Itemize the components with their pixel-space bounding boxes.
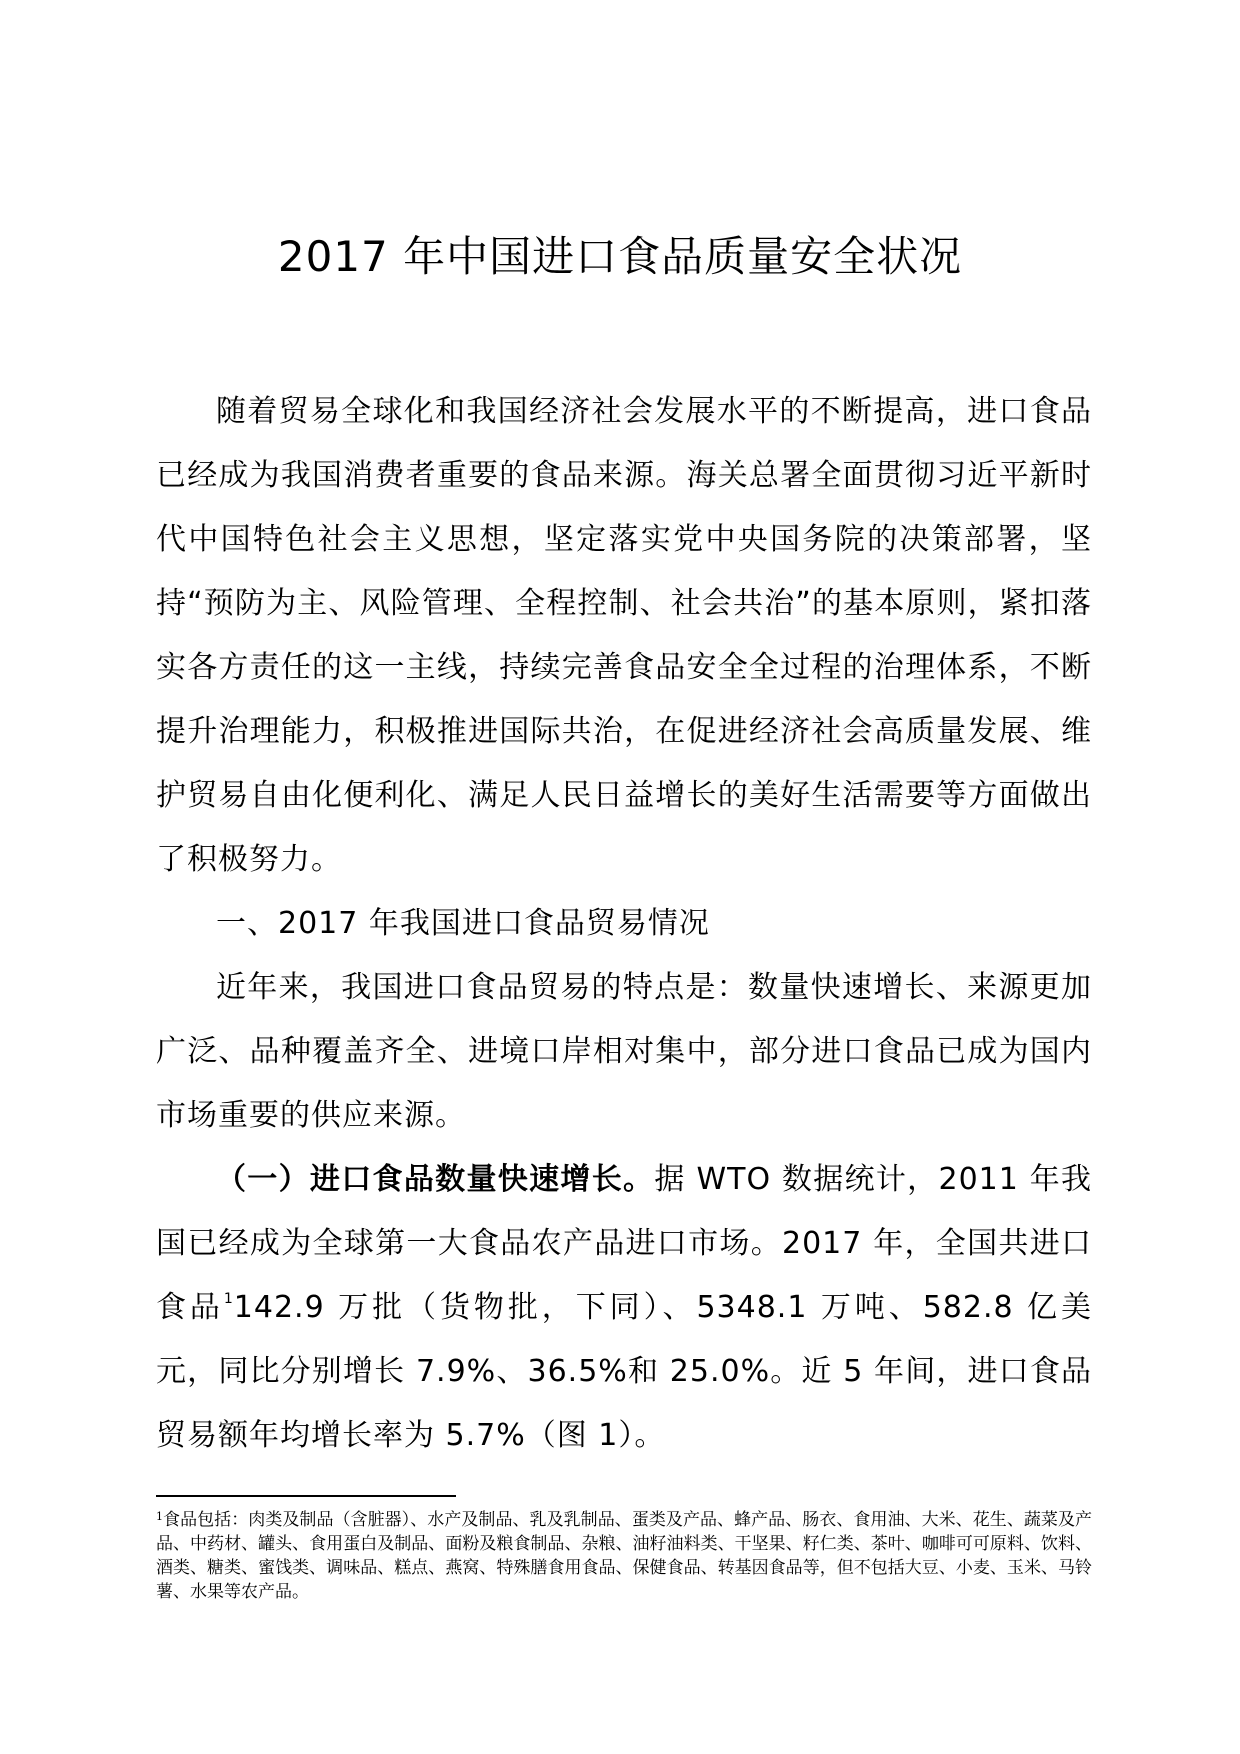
footnote-text: 食品包括：肉类及制品（含脏器）、水产及制品、乳及乳制品、蛋类及产品、蜂产品、肠衣、食用油、大米、花生、蔬菜及产品、中药材、罐头、食用蛋白及制品、面粉及粮食制品、杂粮、油籽油料类、干坚果、籽仁类、茶叶、咖啡可可原料、饮料、酒类、糖类、蜜饯类、调味品、糕点、燕窝、特殊膳食用食品、保健食品、转基因食品等，但不包括大豆、小麦、玉米、马铃薯、水果等农产品。 [156, 1510, 1092, 1602]
subsection-1-paragraph [156, 1148, 1092, 1468]
document-body [156, 380, 1092, 1468]
footnote-divider [156, 1495, 456, 1497]
subsection-1-text-after-note: 142.9 万批（货物批，下同）、5348.1 万吨、582.8 亿美元，同比分别增长 7.9%、36.5%和 25.0%。近 5 年间，进口食品贸易额年均增长率为 5.7%（图 1）。 [156, 1290, 1092, 1453]
subsection-1-text-before-note: 据 WTO 数据统计，2011 年我国已经成为全球第一大食品农产品进口市场。2017 年，全国共进口食品 [156, 1162, 1093, 1325]
footnote-reference: 1 [223, 1291, 234, 1307]
footnote-mark: 1 [156, 1510, 163, 1523]
document-title: 2017 年中国进口食品质量安全状况 [277, 232, 963, 281]
intro-paragraph: 随着贸易全球化和我国经济社会发展水平的不断提高，进口食品已经成为我国消费者重要的食品来源。海关总署全面贯彻习近平新时代中国特色社会主义思想，坚定落实党中央国务院的决策部署，坚持“预防为主、风险管理、全程控制、社会共治”的基本原则，紧扣落实各方责任的这一主线，持续完善食品安全全过程的治理体系，不断提升治理能力，积极推进国际共治，在促进经济社会高质量发展、维护贸易自由化便利化、满足人民日益增长的美好生活需要等方面做出了积极努力。 [156, 394, 1092, 877]
section-1-paragraph: 近年来，我国进口食品贸易的特点是：数量快速增长、来源更加广泛、品种覆盖齐全、进境口岸相对集中，部分进口食品已成为国内市场重要的供应来源。 [156, 970, 1092, 1133]
subsection-1-lead: （一）进口食品数量快速增长。 [216, 1162, 655, 1197]
footnote [156, 1508, 1092, 1604]
section-1-heading: 一、2017 年我国进口食品贸易情况 [216, 906, 710, 941]
